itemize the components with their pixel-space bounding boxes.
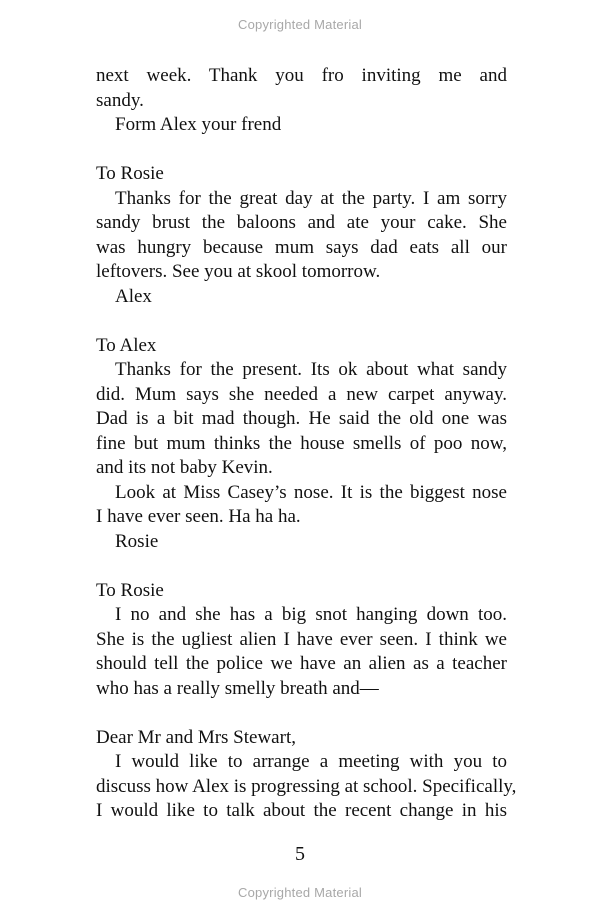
paragraph-gap	[96, 701, 507, 726]
text-line: did. Mum says she needed a new carpet anyway.	[96, 383, 507, 405]
text-line: Thanks for the present. Its ok about what sandy	[115, 359, 507, 380]
text-line: fine but mum thinks the house smells of poo now,	[96, 432, 507, 454]
paragraph-gap	[96, 554, 507, 579]
text-line: who has a really smelly breath and—	[96, 677, 379, 699]
text-line: To Rosie	[96, 163, 164, 184]
text-line: I have ever seen. Ha ha ha.	[96, 506, 301, 527]
text-line: To Alex	[96, 334, 157, 356]
page-number: 5	[295, 843, 305, 865]
paragraph-gap	[96, 309, 507, 334]
text-line: and its not baby Kevin.	[96, 457, 273, 478]
copyright-watermark-bottom: Copyrighted Material	[238, 885, 362, 900]
text-line: leftovers. See you at skool tomorrow.	[96, 261, 381, 282]
text-line: To Rosie	[96, 579, 164, 601]
text-line: sandy.	[96, 89, 144, 111]
text-line: Dear Mr and Mrs Stewart,	[96, 726, 296, 748]
text-line: should tell the police we have an alien as a teacher	[96, 653, 507, 674]
text-line: Thanks for the great day at the party. I am sorry	[115, 187, 507, 209]
paragraph-gap	[96, 138, 507, 163]
text-line: She is the ugliest alien I have ever seen. I think we	[96, 628, 507, 650]
text-line: was hungry because mum says dad eats all our	[96, 236, 507, 258]
text-line: Look at Miss Casey’s nose. It is the biggest nose	[115, 481, 507, 503]
text-line: Dad is a bit mad though. He said the old one was	[96, 408, 507, 429]
text-line: I would like to talk about the recent change in his	[96, 800, 507, 821]
text-line: Alex	[115, 285, 152, 307]
page-text	[96, 64, 517, 824]
text-line: Rosie	[115, 530, 159, 552]
text-line: Form Alex your frend	[115, 114, 282, 135]
text-line: I no and she has a big snot hanging down too.	[115, 604, 507, 625]
text-line: sandy brust the baloons and ate your cake. She	[96, 212, 507, 233]
text-line: next week. Thank you fro inviting me and	[96, 65, 507, 86]
text-line: discuss how Alex is progressing at school. Specifically,	[96, 775, 517, 797]
text-line: I would like to arrange a meeting with you to	[115, 751, 507, 772]
copyright-watermark-top: Copyrighted Material	[238, 17, 362, 32]
